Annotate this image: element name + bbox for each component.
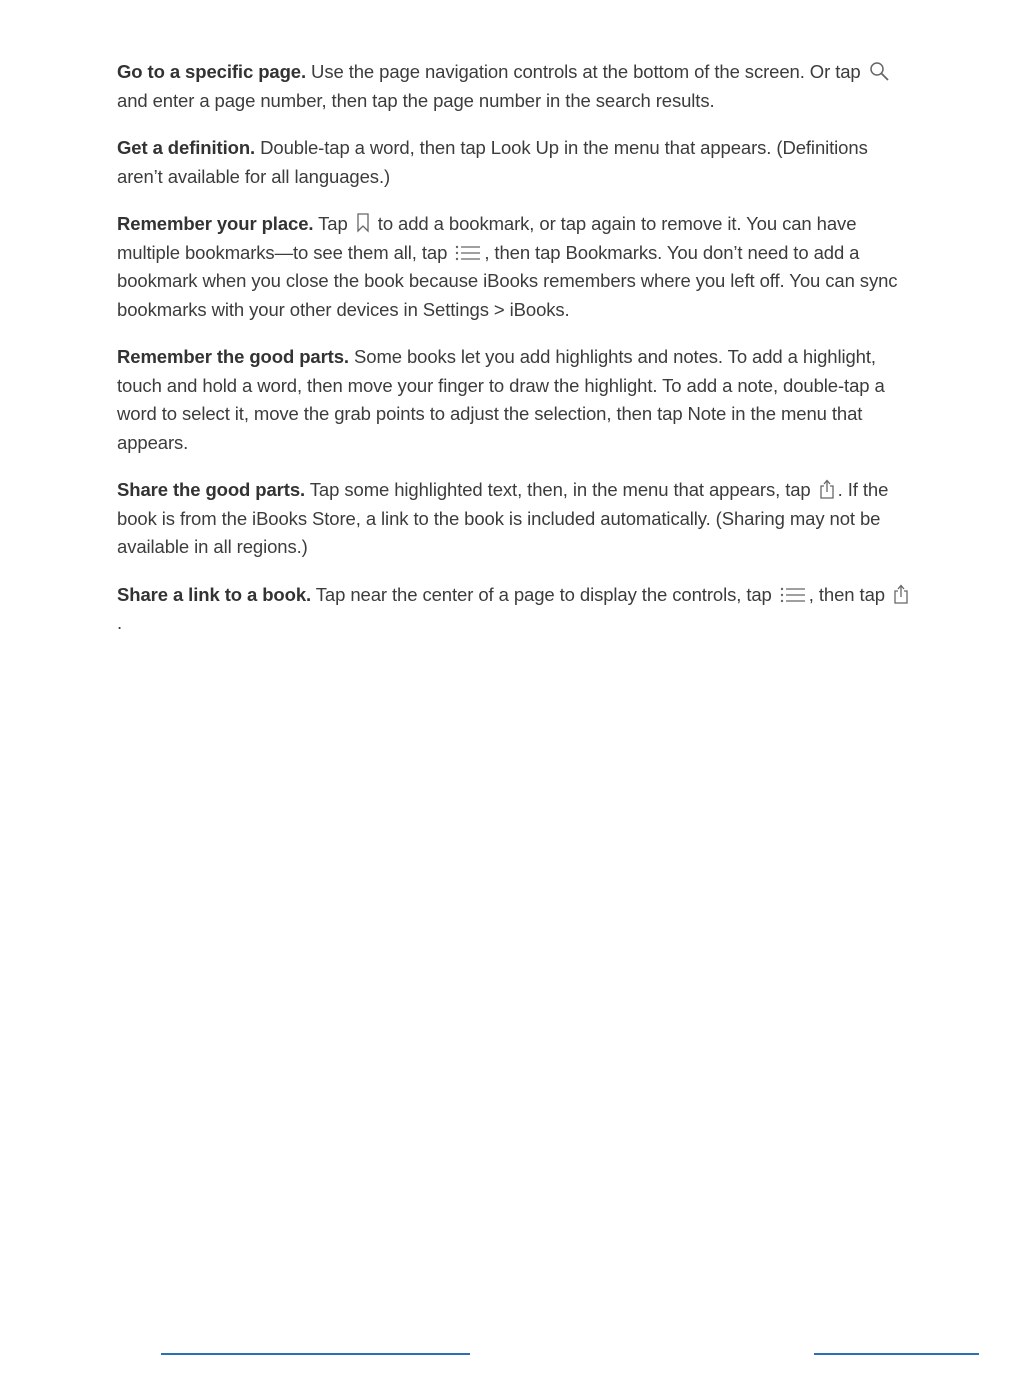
footer-divider-right	[814, 1353, 979, 1355]
paragraph-text: Tap some highlighted text, then, in the menu that appears, tap	[305, 479, 811, 500]
paragraph-text: Double-tap a word, then tap Look Up in the menu that appears. (Definitions aren’t available for all languages.)	[117, 137, 868, 187]
paragraph-lead: Remember your place.	[117, 213, 314, 234]
list-icon	[780, 586, 806, 604]
paragraph-good-parts	[117, 343, 917, 457]
paragraph-text: Tap	[313, 213, 348, 234]
paragraph-text: Some books let you add highlights and notes. To add a highlight, touch and hold a word, then move your finger to draw the highlight. To add a note, double-tap a word to select it, move the grab points to adjust the selection, then tap Note in the menu that appears.	[117, 346, 885, 453]
paragraph-text: .	[117, 612, 123, 633]
search-icon	[869, 61, 891, 81]
paragraph-lead: Go to a specific page.	[117, 61, 307, 82]
footer-divider-left	[161, 1353, 470, 1355]
paragraph-share-good-parts	[117, 476, 917, 562]
share-icon	[893, 584, 909, 604]
paragraph-share-link	[117, 581, 917, 638]
paragraph-text: , then tap	[808, 583, 885, 605]
paragraph-go-to-page	[117, 58, 917, 115]
paragraph-text: . If the book is from the iBooks Store, a link to the book is included automatically. (Sharing may not be available in all regions.)	[117, 479, 889, 557]
paragraph-lead: Share a link to a book.	[117, 583, 312, 605]
paragraph-remember-place	[117, 210, 917, 324]
share-icon	[819, 479, 835, 499]
paragraph-text: Tap near the center of a page to display the controls, tap	[311, 583, 772, 605]
paragraph-text: and enter a page number, then tap the page number in the search results.	[117, 89, 715, 111]
paragraph-lead: Get a definition.	[117, 137, 256, 158]
paragraph-lead: Remember the good parts.	[117, 346, 349, 367]
paragraph-text: to add a bookmark, or tap again to remove it. You can have multiple bookmarks—to see them all, tap	[117, 213, 857, 263]
bookmark-icon	[356, 213, 370, 233]
paragraph-text: , then tap Bookmarks. You don’t need to add a bookmark when you close the book because iBooks remembers where you left off. You can sync bookmarks with your other devices in Settings > iBooks.	[117, 241, 898, 320]
paragraph-definition	[117, 134, 917, 191]
paragraph-text: Use the page navigation controls at the bottom of the screen. Or tap	[306, 61, 861, 82]
list-icon	[455, 244, 481, 262]
paragraph-lead: Share the good parts.	[117, 479, 306, 500]
page-content	[117, 58, 917, 657]
